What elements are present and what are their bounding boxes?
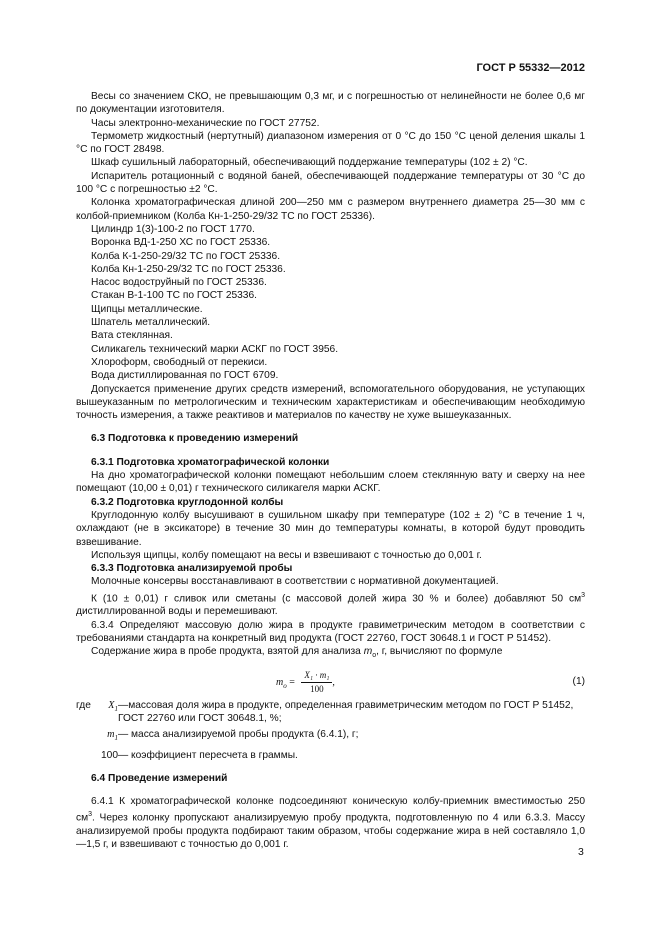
paragraph: Испаритель ротационный с водяной баней, обеспечивающей поддержание температуры от 30 °С до 100 °С с погрешностью ±2 °С.: [76, 170, 585, 196]
paragraph: Цилиндр 1(3)-100-2 по ГОСТ 1770.: [91, 223, 255, 235]
formula-number: (1): [572, 675, 585, 687]
definition-item: $m_1$ — масса анализируемой пробы продукта (6.4.1), г;: [107, 729, 359, 743]
paragraph: Хлороформ, свободный от перекиси.: [91, 356, 268, 368]
paragraph: Колонка хроматографическая длиной 200—250 мм с размером внутреннего диаметра 25—30 мм с колбой-приемником (Колба Кн-1-250-29/32 ТС по ГОСТ 25336).: [76, 197, 585, 222]
paragraph: Шкаф сушильный лабораторный, обеспечивающий поддержание температуры (102 ± 2) °С.: [91, 157, 528, 169]
paragraph: Шпатель металлический.: [91, 317, 211, 329]
paragraph: Содержание жира в пробе продукта, взятой для анализа $m_o$, г, вычисляют по формуле: [91, 646, 503, 660]
paragraph: Часы электронно-механические по ГОСТ 27752.: [91, 117, 320, 129]
paragraph: Термометр жидкостный (нертутный) диапазоном измерения от 0 °С до 150 °С ценой деления шкалы 1 °С по ГОСТ 28498.: [76, 130, 585, 156]
formula-numerator: X₁ · m₁: [301, 669, 332, 683]
paragraph: К (10 ± 0,01) г сливок или сметаны (с массовой долей жира 30 % и более) добавляют 50 $см^3$ дистиллированной воды и перемешивают.: [76, 591, 585, 618]
section-heading-6-4: 6.4 Проведение измерений: [91, 772, 228, 784]
paragraph: Воронка ВД-1-250 ХС по ГОСТ 25336.: [91, 237, 271, 249]
paragraph: Весы со значением СКО, не превышающим 0,3 мг, и с погрешностью от нелинейности не более 0,6 мг по документации изготовителя.: [76, 91, 585, 116]
document-body: [76, 90, 585, 852]
paragraph: 6.4.1 К хроматографической колонке подсоединяют коническую колбу-приемник вместимостью 250 $см^3$. Через колонку пропускают анализируемую пробу продукта, подготовленную по 4 или 6.3.3. Массу анализируемой пробы продукта подбирают таким образом, чтобы содержание жира в ней составляло 1,0—1,5 г, и взвешивают с точностью до 0,001 г.: [76, 796, 585, 851]
formula-definitions: [76, 699, 585, 762]
subsection-heading-6-3-3: 6.3.3 Подготовка анализируемой пробы: [91, 563, 293, 575]
definition-item: где $X_1$ —массовая доля жира в продукте, определенная гравиметрическим методом по ГОСТ Р 51452, ГОСТ 22760 или ГОСТ 30648.1, %;: [76, 699, 574, 724]
paragraph: Силикагель технический марки АСКГ по ГОСТ 3956.: [91, 343, 339, 355]
paragraph: Насос водоструйный по ГОСТ 25336.: [91, 277, 267, 289]
paragraph: Вода дистиллированная по ГОСТ 6709.: [91, 370, 279, 382]
paragraph: Колба К-1-250-29/32 ТС по ГОСТ 25336.: [91, 250, 281, 262]
formula-fraction: [301, 669, 332, 697]
paragraph: 6.3.4 Определяют массовую долю жира в продукте гравиметрическим методом в соответствии с требованиями стандарта на конкретный вид продукта (ГОСТ 22760, ГОСТ 30648.1 и ГОСТ Р 51452).: [76, 619, 585, 644]
paragraph: Колба Кн-1-250-29/32 ТС по ГОСТ 25336.: [91, 263, 286, 275]
paragraph: Щипцы металлические.: [91, 303, 203, 315]
subsection-heading-6-3-1: 6.3.1 Подготовка хроматографической колонки: [91, 456, 330, 468]
document-header: ГОСТ Р 55332—2012: [476, 62, 585, 74]
subsection-heading-6-3-2: 6.3.2 Подготовка круглодонной колбы: [91, 496, 284, 508]
formula-lhs: m: [276, 676, 284, 688]
paragraph: Стакан В-1-100 ТС по ГОСТ 25336.: [91, 290, 257, 302]
paragraph: На дно хроматографической колонки помещают небольшим слоем стеклянную вату и сверху на нее помещают (10,00 ± 0,01) г технического силикагеля марки АСКГ.: [76, 470, 585, 495]
formula-denominator: 100: [310, 683, 324, 694]
formula-1: $m_o$ = $\frac{\text{X₁ · m₁}}{100}$ , (1): [76, 667, 585, 695]
paragraph: Молочные консервы восстанавливают в соответствии с нормативной документацией.: [91, 576, 499, 588]
paragraph: Допускается применение других средств измерений, вспомогательного оборудования, не уступающих вышеуказанным по метрологическим и техническим характеристикам и обеспечивающим необходимую точность измерения, а также реактивов и материалов по качеству не хуже вышеуказанных.: [76, 383, 585, 422]
paragraph: Используя щипцы, колбу помещают на весы и взвешивают с точностью до 0,001 г.: [91, 549, 482, 561]
section-heading-6-3: 6.3 Подготовка к проведению измерений: [91, 433, 299, 445]
paragraph: Круглодонную колбу высушивают в сушильном шкафу при температуре (102 ± 2) °С в течение 1 ч, охлаждают (не в эксикаторе) в течение 30 мин до температуры комнаты, в которой будут проводить взвешивание.: [76, 509, 585, 548]
definition-item: 100 — коэффициент пересчета в граммы.: [101, 749, 298, 761]
paragraph: Вата стеклянная.: [91, 330, 173, 342]
page-number: 3: [578, 846, 584, 858]
